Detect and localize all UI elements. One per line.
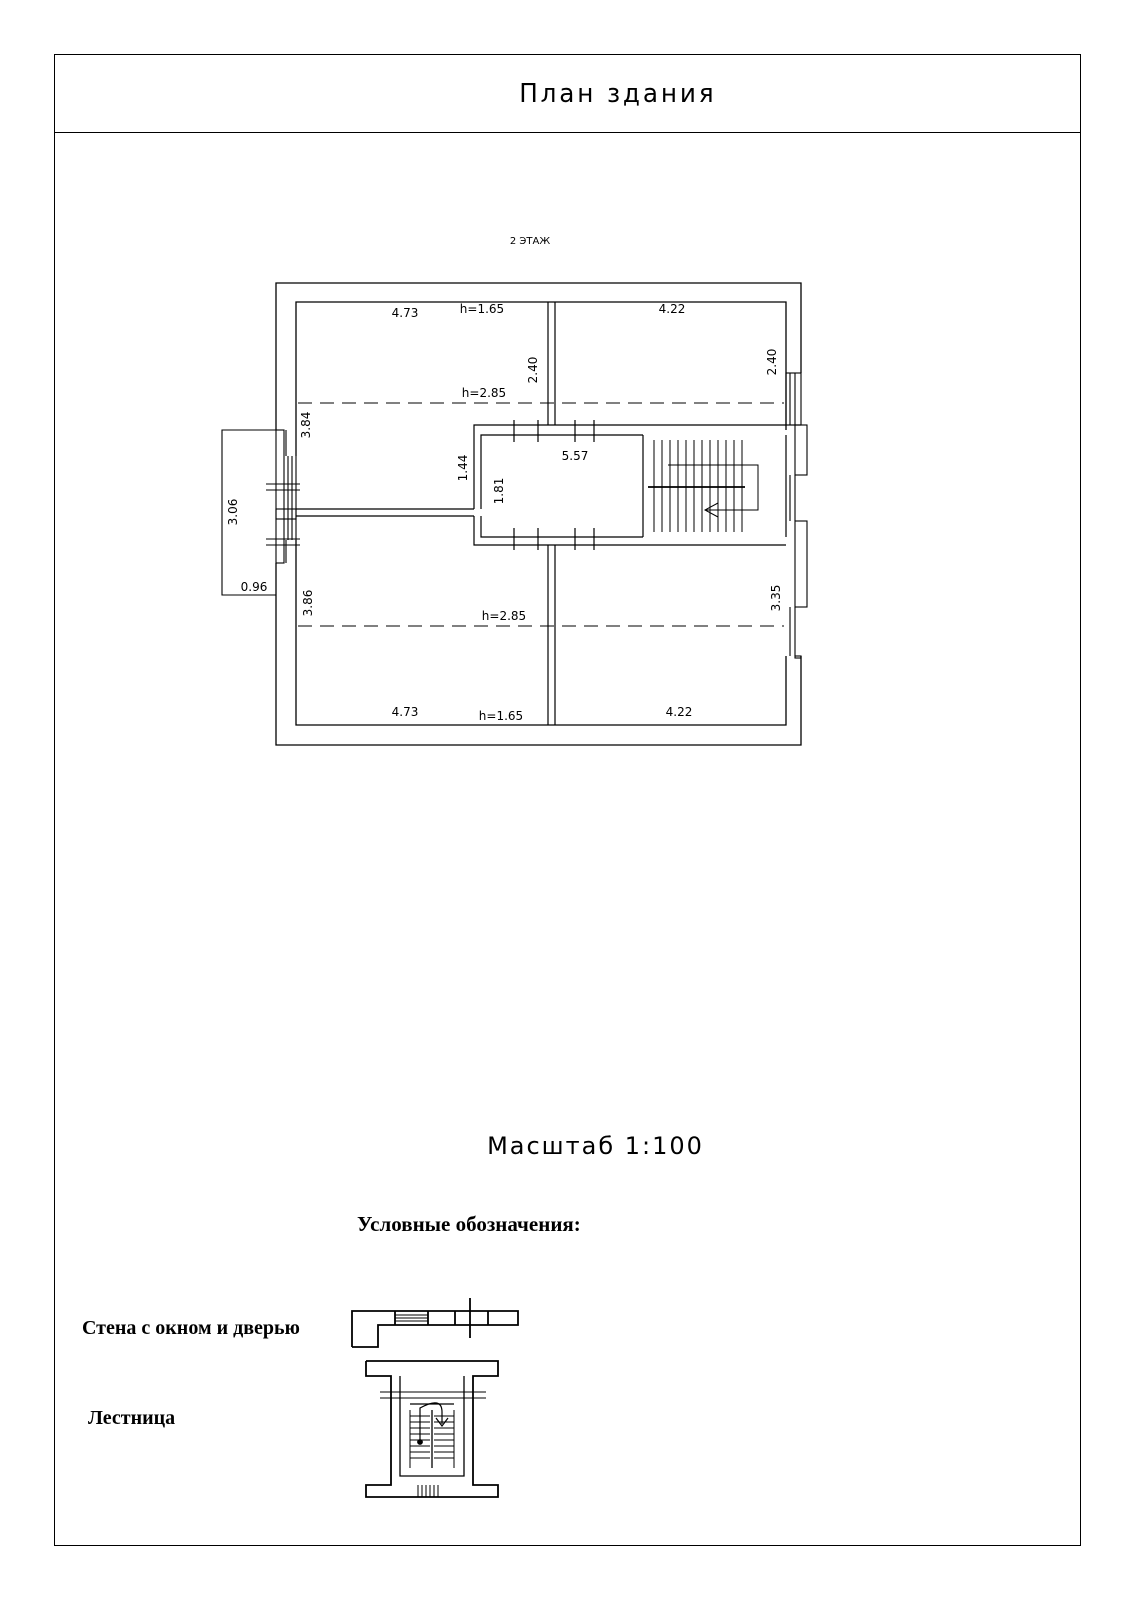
dim-top-right-width: 4.22 [658, 302, 686, 316]
dim-top-left-depth: 2.40 [526, 356, 540, 384]
legend-stair-symbol [366, 1361, 498, 1497]
legend-wall-symbol [352, 1298, 518, 1347]
dim-lower-h-high: h=2.85 [481, 609, 527, 623]
dim-left-lower-depth: 3.86 [301, 589, 315, 617]
dim-hall-length: 5.57 [561, 449, 589, 463]
dim-balcony-length: 3.06 [226, 498, 240, 526]
dim-balcony-width: 0.96 [240, 580, 268, 594]
legend-title: Условные обозначения: [357, 1212, 581, 1236]
left-wall-windows [266, 430, 300, 563]
ceiling-height-lines [298, 403, 784, 626]
dim-top-left-width: 4.73 [391, 306, 419, 320]
legend-wall-label: Стена с окном и дверью [82, 1317, 300, 1339]
floor-label: 2 ЭТАЖ [509, 236, 551, 247]
legend-stair-label: Лестница [88, 1407, 176, 1429]
dim-right-lower-depth: 3.35 [769, 584, 783, 612]
dim-bottom-left-width: 4.73 [391, 705, 419, 719]
dim-hall-depth: 1.81 [492, 477, 506, 505]
dim-corridor-width: 1.44 [456, 454, 470, 482]
scale-label: Масштаб 1:100 [487, 1132, 704, 1160]
window-right-top [786, 373, 807, 658]
drawing-title: План здания [518, 78, 717, 109]
staircase [648, 440, 758, 532]
dim-upper-h-high: h=2.85 [461, 386, 507, 400]
dim-top-right-depth: 2.40 [765, 348, 779, 376]
exterior-walls [276, 283, 801, 745]
dimension-labels [226, 302, 783, 723]
dim-left-upper-depth: 3.84 [299, 411, 313, 439]
dim-top-h-low: h=1.65 [459, 302, 505, 316]
dim-bottom-right-width: 4.22 [665, 705, 693, 719]
dim-bottom-h-low: h=1.65 [478, 709, 524, 723]
